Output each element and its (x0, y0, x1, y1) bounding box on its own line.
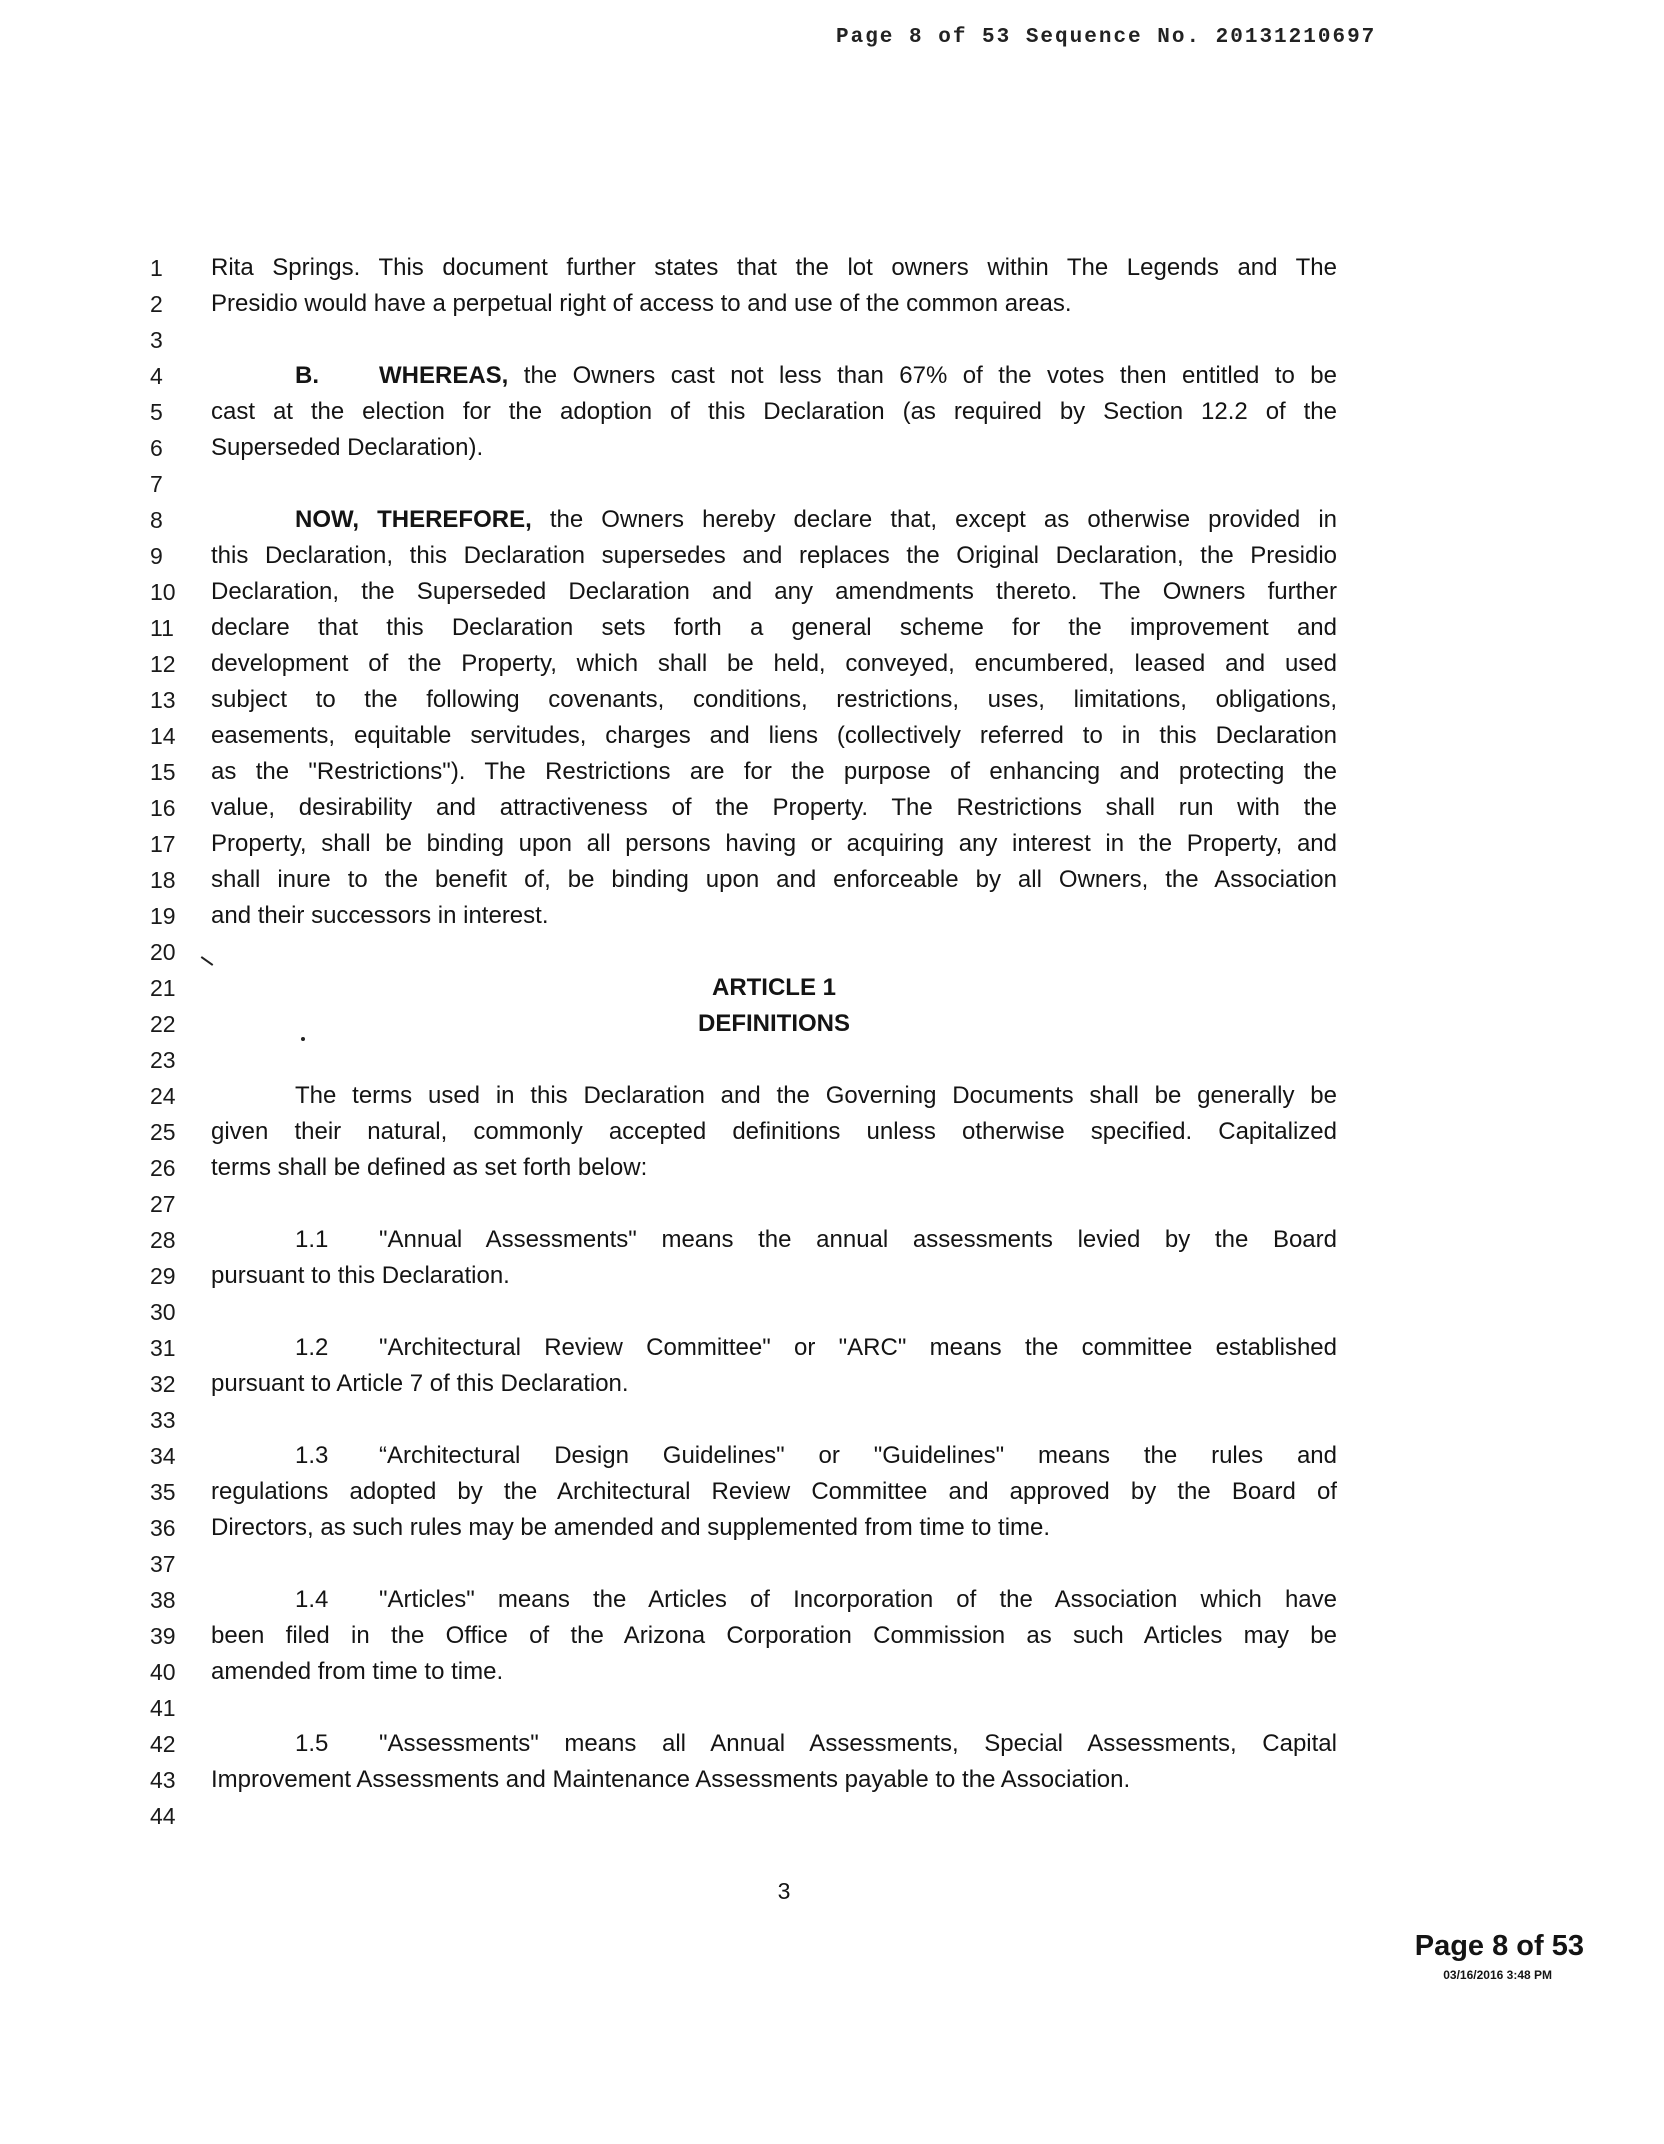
section-number: 1.1 (295, 1226, 329, 1253)
definition-text: "Articles" means the Articles of Incorporation of the Association which have (379, 1586, 1337, 1613)
line-text: shall inure to the benefit of, be binding upon and enforceable by all Owners, the Association (211, 866, 1337, 893)
sequence-header: Page 8 of 53 Sequence No. 20131210697 (836, 26, 1377, 49)
recital-label: B. (295, 362, 319, 389)
line-text (295, 1727, 1337, 1761)
document-line (0, 647, 1664, 681)
line-number: 40 (150, 1659, 176, 1685)
line-number: 3 (150, 327, 163, 353)
section-number: 1.2 (295, 1334, 329, 1361)
line-number: 43 (150, 1767, 176, 1793)
document-line (0, 1799, 1664, 1833)
line-number: 22 (150, 1011, 176, 1037)
document-line (0, 1079, 1664, 1113)
document-line (0, 863, 1664, 897)
line-text: regulations adopted by the Architectural Review Committee and approved by the Board of (211, 1478, 1337, 1505)
document-line (0, 323, 1664, 357)
line-number: 32 (150, 1371, 176, 1397)
line-text: Declaration, the Superseded Declaration and any amendments thereto. The Owners further (211, 578, 1337, 605)
line-text: development of the Property, which shall be held, conveyed, encumbered, leased and used (211, 650, 1337, 677)
line-number: 44 (150, 1803, 176, 1829)
section-number: 1.5 (295, 1730, 329, 1757)
line-number: 17 (150, 831, 176, 857)
line-text: Superseded Declaration). (211, 434, 484, 461)
line-text: Improvement Assessments and Maintenance Assessments payable to the Association. (211, 1766, 1131, 1793)
document-line (0, 719, 1664, 753)
section-number: 1.4 (295, 1586, 329, 1613)
document-line (0, 1763, 1664, 1797)
section-number: 1.3 (295, 1442, 329, 1469)
line-number: 15 (150, 759, 176, 785)
document-line (0, 539, 1664, 573)
document-line (0, 1187, 1664, 1221)
line-number: 29 (150, 1263, 176, 1289)
document-line (0, 395, 1664, 429)
now-therefore-keyword: NOW, THEREFORE, (295, 506, 532, 533)
stray-dot (301, 1037, 305, 1041)
page-number: 3 (777, 1878, 791, 1904)
line-number: 10 (150, 579, 176, 605)
line-number: 11 (150, 615, 174, 641)
line-text: been filed in the Office of the Arizona Corporation Commission as such Articles may be (211, 1622, 1337, 1649)
line-number: 14 (150, 723, 176, 749)
line-text: pursuant to Article 7 of this Declaration. (211, 1370, 629, 1397)
document-line (0, 1475, 1664, 1509)
document-line (0, 1691, 1664, 1725)
line-number: 9 (150, 543, 163, 569)
line-text: The terms used in this Declaration and the Governing Documents shall be generally be (295, 1082, 1337, 1109)
document-line (0, 755, 1664, 789)
document-line (0, 1727, 1664, 1761)
document-line (0, 359, 1664, 393)
line-number: 28 (150, 1227, 176, 1253)
line-number: 30 (150, 1299, 176, 1325)
line-number: 7 (150, 471, 163, 497)
line-number: 8 (150, 507, 163, 533)
line-number: 20 (150, 939, 176, 965)
line-number: 36 (150, 1515, 176, 1541)
line-number: 13 (150, 687, 176, 713)
line-number: 27 (150, 1191, 176, 1217)
document-line (0, 1331, 1664, 1365)
document-line (0, 431, 1664, 465)
line-number: 18 (150, 867, 176, 893)
document-line (0, 1259, 1664, 1293)
line-number: 42 (150, 1731, 176, 1757)
document-line (0, 899, 1664, 933)
line-number: 6 (150, 435, 163, 461)
recital-keyword: WHEREAS, (379, 362, 509, 389)
document-line (0, 683, 1664, 717)
line-number: 31 (150, 1335, 176, 1361)
document-line (0, 791, 1664, 825)
line-text (295, 1223, 1337, 1257)
line-text (295, 1583, 1337, 1617)
line-number: 33 (150, 1407, 176, 1433)
document-line (0, 251, 1664, 285)
document-line (0, 611, 1664, 645)
document-line (0, 1619, 1664, 1653)
line-number: 19 (150, 903, 176, 929)
line-text: as the "Restrictions"). The Restrictions are for the purpose of enhancing and protecting the (211, 758, 1337, 785)
line-text: pursuant to this Declaration. (211, 1262, 510, 1289)
line-number: 37 (150, 1551, 176, 1577)
document-line (0, 1367, 1664, 1401)
line-number: 2 (150, 291, 163, 317)
document-line (0, 1439, 1664, 1473)
document-line (0, 503, 1664, 537)
line-number: 12 (150, 651, 176, 677)
line-text: amended from time to time. (211, 1658, 504, 1685)
line-text: terms shall be defined as set forth below: (211, 1154, 648, 1181)
line-text: cast at the election for the adoption of this Declaration (as required by Section 12.2 of the (211, 398, 1337, 425)
definition-text: “Architectural Design Guidelines" or "Guidelines" means the rules and (379, 1442, 1337, 1469)
line-text: given their natural, commonly accepted definitions unless otherwise specified. Capitalized (211, 1118, 1337, 1145)
document-line (0, 287, 1664, 321)
document-line (0, 1655, 1664, 1689)
line-text: Property, shall be binding upon all persons having or acquiring any interest in the Property, and (211, 830, 1337, 857)
document-line (0, 1295, 1664, 1329)
recording-stamp-datetime: 03/16/2016 3:48 PM (1443, 1968, 1552, 1982)
now-therefore-text: the Owners hereby declare that, except as otherwise provided in (531, 506, 1337, 533)
line-text: Presidio would have a perpetual right of access to and use of the common areas. (211, 290, 1072, 317)
line-text: value, desirability and attractiveness of the Property. The Restrictions shall run with the (211, 794, 1337, 821)
line-number: 38 (150, 1587, 176, 1613)
article-title: DEFINITIONS (697, 1010, 850, 1037)
document-line (0, 1043, 1664, 1077)
line-number: 5 (150, 399, 163, 425)
line-number: 26 (150, 1155, 176, 1181)
recording-stamp-page: Page 8 of 53 (1414, 1930, 1584, 1962)
line-number: 24 (150, 1083, 176, 1109)
line-text: declare that this Declaration sets forth a general scheme for the improvement and (211, 614, 1337, 641)
document-line (0, 971, 1664, 1005)
document-line (0, 1583, 1664, 1617)
line-text: this Declaration, this Declaration supersedes and replaces the Original Declaration, the Presidio (211, 542, 1337, 569)
line-text: and their successors in interest. (211, 902, 549, 929)
document-line (0, 575, 1664, 609)
line-number: 41 (150, 1695, 176, 1721)
article-heading: ARTICLE 1 (711, 974, 836, 1001)
recital-text: the Owners cast not less than 67% of the votes then entitled to be (508, 362, 1337, 389)
line-text: subject to the following covenants, conditions, restrictions, uses, limitations, obligations, (211, 686, 1337, 713)
line-text (295, 1439, 1337, 1473)
line-number: 25 (150, 1119, 176, 1145)
document-line (0, 1151, 1664, 1185)
document-line (0, 1511, 1664, 1545)
line-number: 1 (150, 255, 163, 281)
line-text (295, 1331, 1337, 1365)
line-number: 23 (150, 1047, 176, 1073)
definition-text: "Annual Assessments" means the annual assessments levied by the Board (379, 1226, 1337, 1253)
document-line (0, 827, 1664, 861)
line-number: 21 (150, 975, 176, 1001)
line-text (295, 359, 1337, 393)
document-line (0, 1223, 1664, 1257)
document-line (0, 467, 1664, 501)
line-text: Directors, as such rules may be amended and supplemented from time to time. (211, 1514, 1051, 1541)
line-number: 16 (150, 795, 176, 821)
definition-text: "Assessments" means all Annual Assessments, Special Assessments, Capital (379, 1730, 1337, 1757)
document-line (0, 1403, 1664, 1437)
document-line (0, 1547, 1664, 1581)
line-number: 39 (150, 1623, 176, 1649)
line-text: easements, equitable servitudes, charges and liens (collectively referred to in this Declaration (211, 722, 1337, 749)
line-text (295, 503, 1337, 537)
document-line (0, 1115, 1664, 1149)
line-text: Rita Springs. This document further states that the lot owners within The Legends and The (211, 254, 1337, 281)
line-number: 34 (150, 1443, 176, 1469)
definition-text: "Architectural Review Committee" or "ARC" means the committee established (379, 1334, 1337, 1361)
line-number: 35 (150, 1479, 176, 1505)
line-number: 4 (150, 363, 163, 389)
document-line (0, 1007, 1664, 1041)
document-line (0, 935, 1664, 969)
